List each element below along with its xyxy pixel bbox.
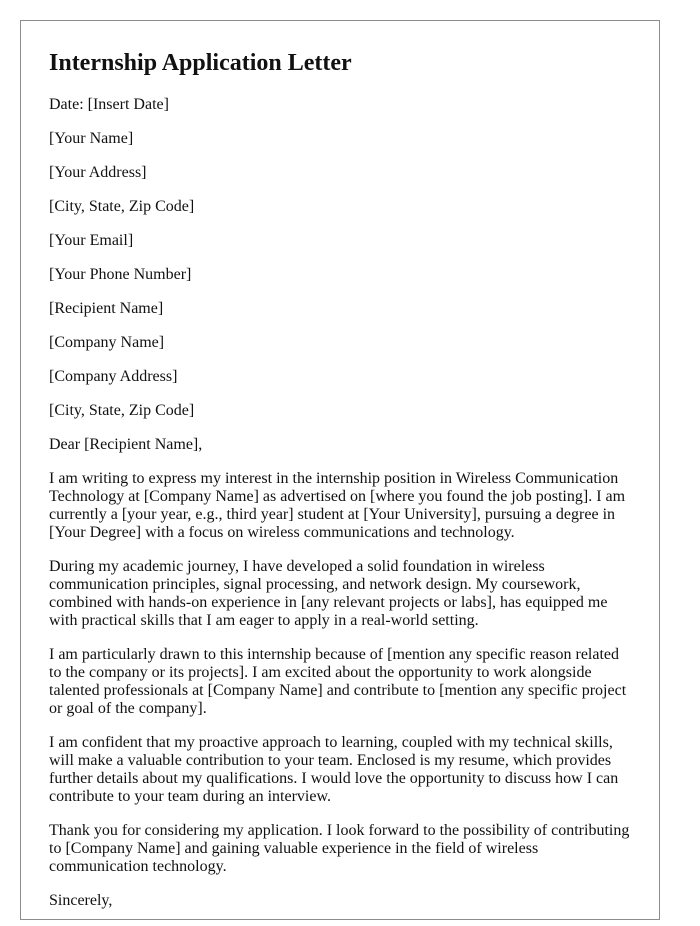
recipient-name: [Recipient Name]	[49, 300, 164, 317]
body-paragraph-confidence: I am confident that my proactive approach to learning, coupled with my technical skills, will make a valuable contribution to your team. Enclosed is my resume, which provides further details about my qualifications. I would love the opportunity to discuss how I can contribute to your team during an interview.	[49, 734, 619, 805]
sender-phone: [Your Phone Number]	[49, 266, 192, 283]
body-paragraph-intro: I am writing to express my interest in the internship position in Wireless Communication Technology at [Company Name] as advertised on [where you found the job posting]. I am currently a [your year, e.g., third year] student at [Your University], pursuing a degree in [Your Degree] with a focus on wireless communications and technology.	[49, 470, 626, 541]
letter-content	[49, 49, 633, 926]
body-paragraph-experience: During my academic journey, I have developed a solid foundation in wireless communication principles, signal processing, and network design. My coursework, combined with hands-on experience in [any relevant projects or labs], has equipped me with practical skills that I am eager to apply in a real-world setting.	[49, 558, 608, 629]
body-paragraph-thanks: Thank you for considering my application. I look forward to the possibility of contributing to [Company Name] and gaining valuable experience in the field of wireless communication technology.	[49, 822, 630, 875]
recipient-company: [Company Name]	[49, 334, 165, 351]
letter-title: Internship Application Letter	[49, 50, 352, 76]
sender-city-state-zip: [City, State, Zip Code]	[49, 198, 195, 215]
sender-email: [Your Email]	[49, 232, 134, 249]
recipient-city-state-zip: [City, State, Zip Code]	[49, 402, 195, 419]
sender-name: [Your Name]	[49, 130, 134, 147]
body-paragraph-motivation: I am particularly drawn to this internship because of [mention any specific reason related to the company or its projects]. I am excited about the opportunity to work alongside talented professionals at [Company Name] and contribute to [mention any specific project or goal of the company].	[49, 646, 627, 717]
recipient-address: [Company Address]	[49, 368, 178, 385]
closing: Sincerely,	[49, 892, 113, 909]
date-line: Date: [Insert Date]	[49, 96, 169, 113]
salutation: Dear [Recipient Name],	[49, 436, 203, 453]
sender-address: [Your Address]	[49, 164, 147, 181]
letter-page	[20, 20, 660, 920]
